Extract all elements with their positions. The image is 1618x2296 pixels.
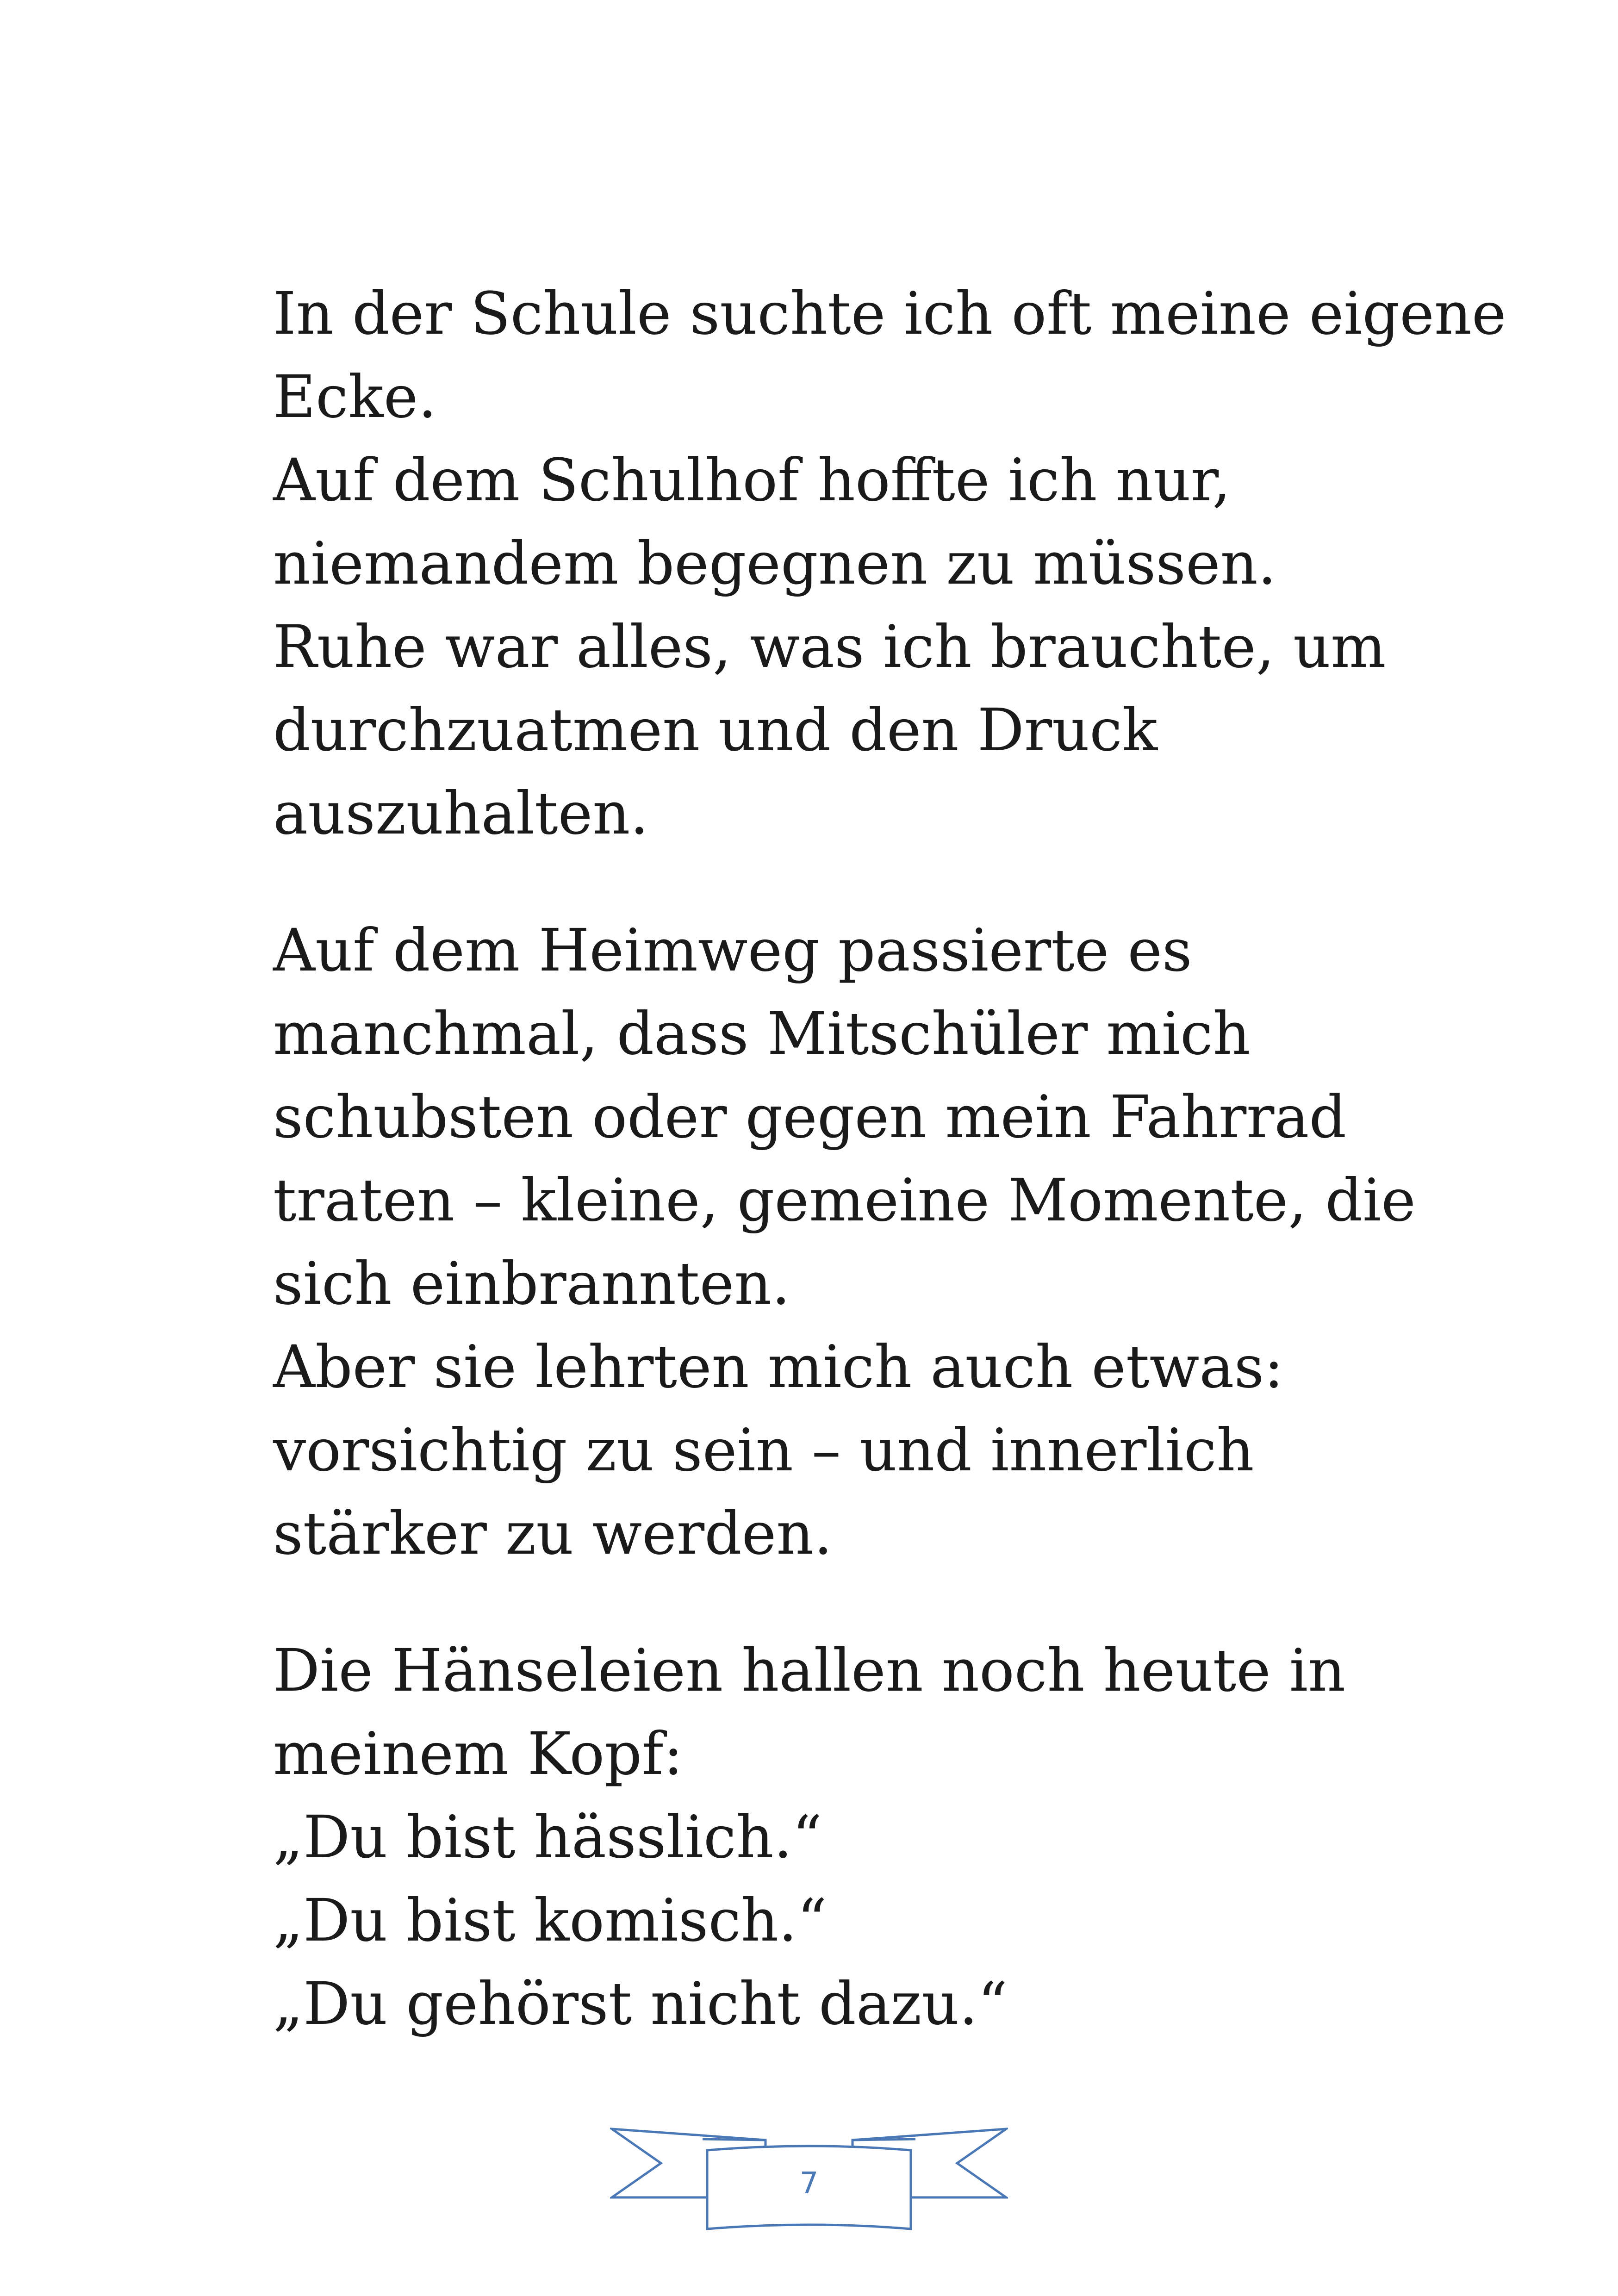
text-line: Auf dem Schulhof hoffte ich nur,	[273, 446, 1231, 514]
text-line: Ecke.	[273, 363, 437, 431]
text-line: schubsten oder gegen mein Fahrrad	[273, 1083, 1347, 1151]
text-line: traten – kleine, gemeine Momente, die	[273, 1166, 1416, 1234]
paragraph-1	[273, 272, 1506, 855]
text-line: stärker zu werden.	[273, 1500, 833, 1568]
text-line: „Du gehörst nicht dazu.“	[273, 1970, 1008, 2038]
page-number-ribbon	[610, 2122, 1008, 2238]
paragraph-3	[273, 1629, 1430, 2046]
text-line: „Du bist komisch.“	[273, 1886, 827, 1954]
text-line: In der Schule suchte ich oft meine eigene	[273, 280, 1506, 348]
text-line: sich einbrannten.	[273, 1250, 790, 1318]
text-line: vorsichtig zu sein – und innerlich	[273, 1416, 1254, 1484]
text-line: manchmal, dass Mitschüler mich	[273, 1000, 1251, 1068]
text-line: Ruhe war alles, was ich brauchte, um	[273, 613, 1386, 681]
body-text	[273, 272, 1506, 2099]
text-line: meinem Kopf:	[273, 1720, 683, 1788]
text-line: auszuhalten.	[273, 779, 649, 847]
paragraph-2	[273, 909, 1430, 1575]
text-line: Aber sie lehrten mich auch etwas:	[273, 1333, 1284, 1401]
text-line: Auf dem Heimweg passierte es	[273, 916, 1192, 984]
text-line: durchzuatmen und den Druck	[273, 696, 1158, 764]
page-number: 7	[799, 2166, 819, 2201]
text-line: niemandem begegnen zu müssen.	[273, 529, 1276, 597]
text-line: „Du bist hässlich.“	[273, 1803, 822, 1871]
text-line: Die Hänseleien hallen noch heute in	[273, 1636, 1346, 1705]
